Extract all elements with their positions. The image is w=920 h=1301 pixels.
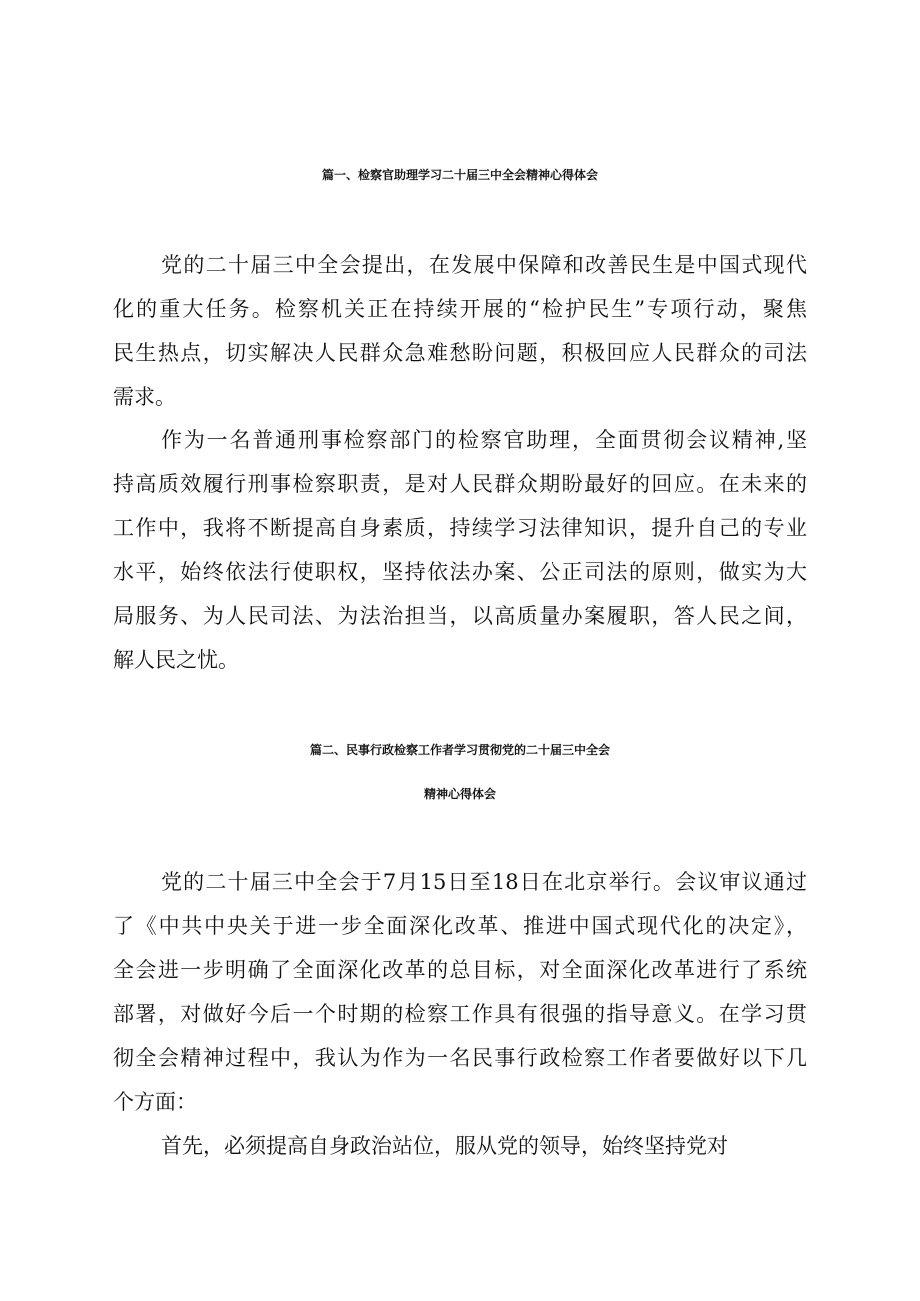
- text-line: 党的二十届三中全会于7月15日至18日在北京举行。会议审议通过: [161, 870, 807, 894]
- text-line: 民生热点，切实解决人民群众急难愁盼问题，积极回应人民群众的司法: [113, 341, 807, 365]
- text-line: 党的二十届三中全会提出，在发展中保障和改善民生是中国式现代: [161, 253, 807, 277]
- text-line: 作为一名普通刑事检察部门的检察官助理，全面贯彻会议精神,坚: [161, 428, 807, 452]
- section-2-title: [0, 728, 920, 816]
- section-2-paragraph-2: [0, 1124, 920, 1168]
- text-line: 工作中，我将不断提高自身素质，持续学习法律知识，提升自己的专业: [113, 516, 807, 540]
- text-line: 部署，对做好今后一个时期的检察工作具有很强的指导意义。在学习贯: [113, 1002, 807, 1026]
- text-line: 解人民之忧。: [113, 648, 239, 672]
- text-line: 全会进一步明确了全面深化改革的总目标，对全面深化改革进行了系统: [113, 958, 807, 982]
- text-line: 了《中共中央关于进一步全面深化改革、推进中国式现代化的决定》，: [113, 914, 807, 938]
- section-1-title-line: 篇一、检察官助理学习二十届三中全会精神心得体会: [321, 168, 598, 182]
- section-1-paragraph-2: [0, 418, 920, 682]
- section-2-paragraph-1: [0, 860, 920, 1124]
- text-line: 水平，始终依法行使职权，坚持依法办案、公正司法的原则，做实为大: [113, 560, 807, 584]
- section-2-title-line: 篇二、民事行政检察工作者学习贯彻党的二十届三中全会: [309, 743, 610, 757]
- text-line: 局服务、为人民司法、为法治担当，以高质量办案履职，答人民之间，: [113, 604, 807, 628]
- section-1-title: [0, 153, 920, 197]
- text-line: 个方面：: [113, 1090, 197, 1114]
- text-line: 化的重大任务。检察机关正在持续开展的“检护民生”专项行动，聚焦: [113, 297, 807, 321]
- text-line: 需求。: [113, 385, 176, 409]
- text-line: 彻全会精神过程中，我认为作为一名民事行政检察工作者要做好以下几: [113, 1046, 807, 1070]
- text-line: 首先，必须提高自身政治站位，服从党的领导，始终坚持党对: [161, 1134, 728, 1158]
- text-line: 持高质效履行刑事检察职责，是对人民群众期盼最好的回应。在未来的: [113, 472, 807, 496]
- section-2-title-line: 精神心得体会: [423, 787, 496, 801]
- section-1-paragraph-1: [0, 243, 920, 419]
